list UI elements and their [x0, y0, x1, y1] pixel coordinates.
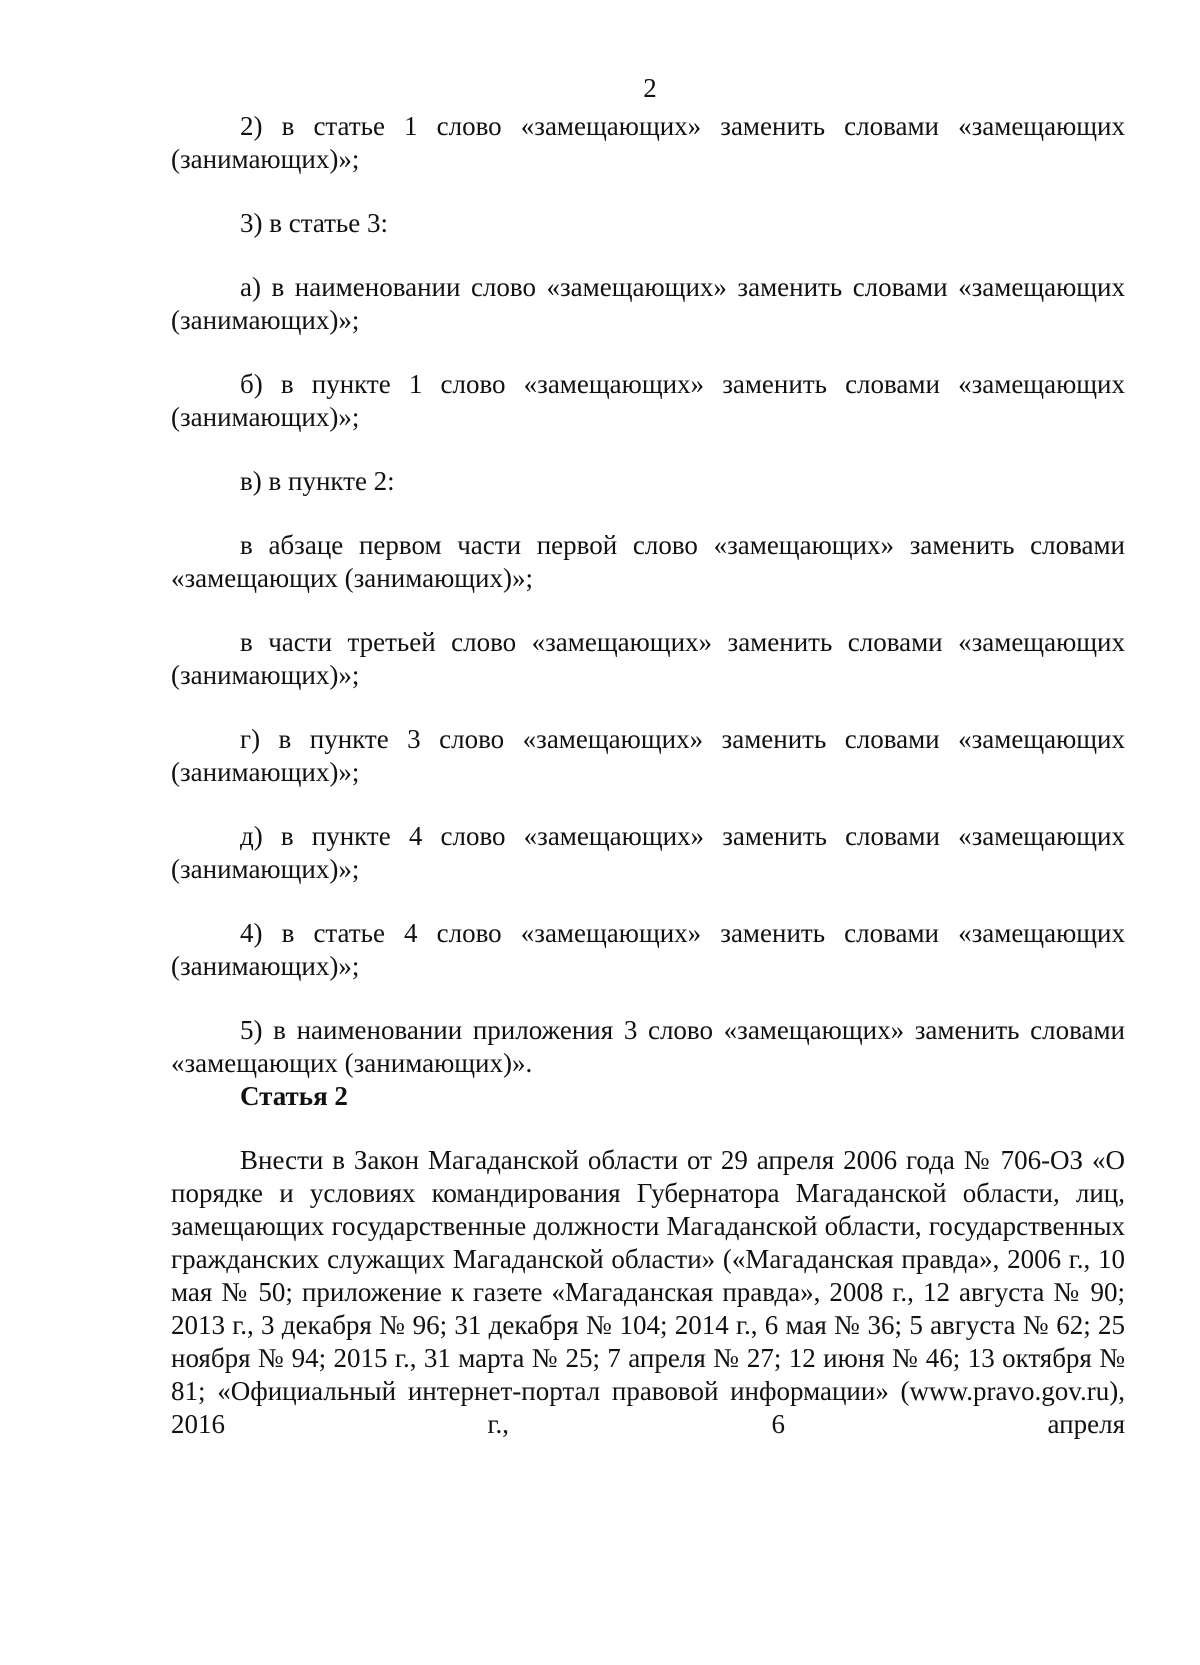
- paragraph-item-3: 3) в статье 3:: [240, 208, 388, 238]
- page-number: 2: [643, 73, 657, 103]
- article-heading: Статья 2: [240, 1081, 348, 1111]
- paragraph-item-4: 4) в статье 4 слово «замещающих» заменить словами «замещающих (занимающих)»;: [171, 918, 1125, 981]
- document-body: [171, 110, 1125, 1441]
- paragraph-third-part: в части третьей слово «замещающих» заменить словами «замещающих (занимающих)»;: [171, 627, 1125, 690]
- paragraph-subitem-a: а) в наименовании слово «замещающих» заменить словами «замещающих (занимающих)»;: [171, 272, 1125, 335]
- paragraph-item-2: 2) в статье 1 слово «замещающих» заменить словами «замещающих (занимающих)»;: [171, 111, 1125, 174]
- paragraph-subitem-g: г) в пункте 3 слово «замещающих» заменить словами «замещающих (занимающих)»;: [171, 724, 1125, 787]
- paragraph-subitem-v: в) в пункте 2:: [240, 466, 395, 496]
- paragraph-subitem-d: д) в пункте 4 слово «замещающих» заменить словами «замещающих (занимающих)»;: [171, 821, 1125, 884]
- paragraph-first-part: в абзаце первом части первой слово «замещающих» заменить словами «замещающих (занимающих)»;: [171, 530, 1125, 593]
- paragraph-item-5: 5) в наименовании приложения 3 слово «замещающих» заменить словами «замещающих (занимающих)».: [171, 1015, 1125, 1078]
- article-body: Внести в Закон Магаданской области от 29 апреля 2006 года № 706-ОЗ «О порядке и условиях командирования Губернатора Магаданской области, лиц, замещающих государственные должности Магаданской области, государственных гражданских служащих Магаданской области» («Магаданская правда», 2006 г., 10 мая № 50; приложение к газете «Магаданская правда», 2008 г., 12 августа № 90; 2013 г., 3 декабря № 96; 31 декабря № 104; 2014 г., 6 мая № 36; 5 августа № 62; 25 ноября № 94; 2015 г., 31 марта № 25; 7 апреля № 27; 12 июня № 46; 13 октября № 81; «Официальный интернет-портал правовой информации» (www.pravo.gov.ru), 2016 г., 6 апреля: [171, 1145, 1125, 1439]
- paragraph-subitem-b: б) в пункте 1 слово «замещающих» заменить словами «замещающих (занимающих)»;: [171, 369, 1125, 432]
